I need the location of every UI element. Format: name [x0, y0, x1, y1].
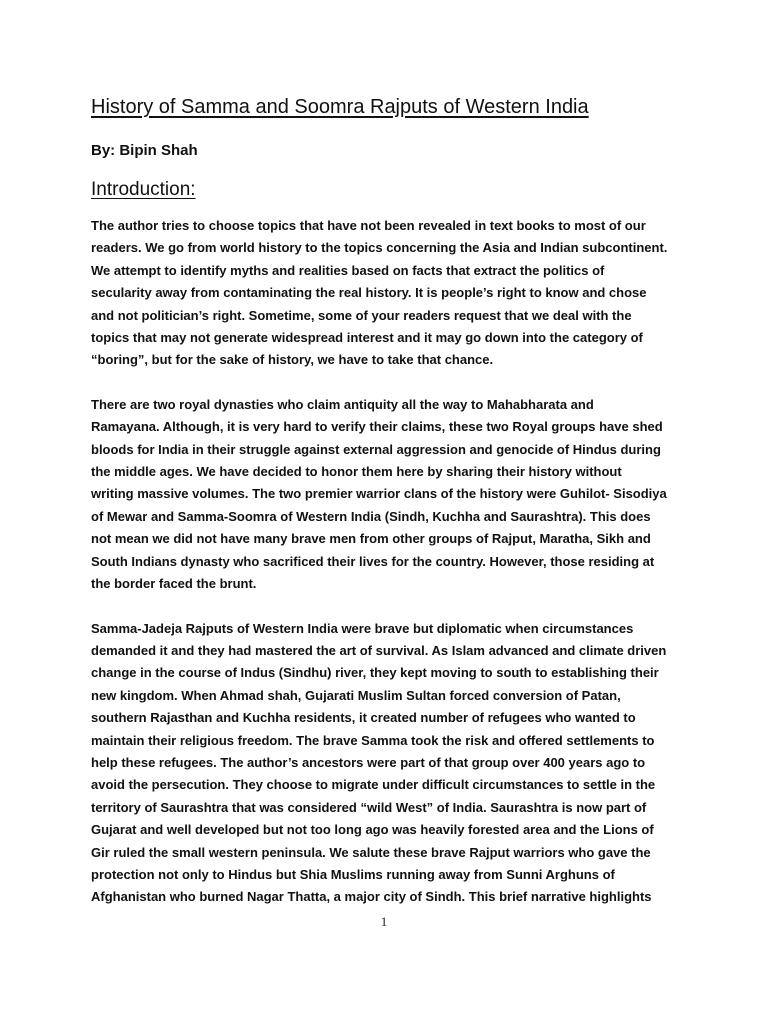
paragraph-2 [91, 394, 711, 596]
text-line: territory of Saurashtra that was considered “wild West” of India. Saurashtra is now part of [91, 799, 647, 815]
text-line: protection not only to Hindus but Shia Muslims running away from Sunni Arghuns of [91, 866, 615, 882]
text-line: the middle ages. We have decided to honor them here by sharing their history without [91, 464, 622, 480]
text-line: help these refugees. The author’s ancestors were part of that group over 400 years ago to [91, 754, 646, 770]
text-line: of Mewar and Samma-Soomra of Western India (Sindh, Kuchha and Saurashtra). This does [91, 508, 651, 524]
author-byline: By: Bipin Shah [91, 142, 198, 159]
text-line: bloods for India in their struggle against external aggression and genocide of Hindus during [91, 441, 661, 457]
text-line: secularity away from contaminating the real history. It is people’s right to know and chose [91, 285, 647, 301]
text-line: The author tries to choose topics that have not been revealed in text books to most of our [91, 218, 646, 233]
section-heading-introduction: Introduction: [91, 179, 196, 200]
text-line: “boring”, but for the sake of history, we have to take that chance. [91, 352, 494, 368]
text-line: writing massive volumes. The two premier warrior clans of the history were Guhilot- Sisodiya [91, 486, 667, 502]
paragraph-1 [91, 215, 711, 372]
page-number: 1 [380, 914, 388, 929]
paragraph-3 [91, 618, 711, 909]
text-line: maintain their religious freedom. The brave Samma took the risk and offered settlements to [91, 732, 655, 748]
text-line: South Indians dynasty who sacrificed their lives for the country. However, those residing at [91, 553, 655, 569]
text-line: Samma-Jadeja Rajputs of Western India were brave but diplomatic when circumstances [91, 620, 634, 636]
text-line: Ramayana. Although, it is very hard to verify their claims, these two Royal groups have shed [91, 419, 663, 435]
text-line: demanded it and they had mastered the art of survival. As Islam advanced and climate driven [91, 642, 667, 658]
text-line: change in the course of Indus (Sindhu) river, they kept moving to south to establishing their [91, 665, 659, 681]
text-line: readers. We go from world history to the topics concerning the Asia and Indian subcontinent. [91, 240, 668, 256]
text-line: new kingdom. When Ahmad shah, Gujarati Muslim Sultan forced conversion of Patan, [91, 687, 621, 703]
text-line: southern Rajasthan and Kuchha residents, it created number of refugees who wanted to [91, 710, 636, 726]
page-content [91, 93, 711, 909]
text-line: and not politician’s right. Sometime, some of your readers request that we deal with the [91, 307, 632, 323]
text-line: There are two royal dynasties who claim antiquity all the way to Mahabharata and [91, 396, 594, 412]
text-line: Afghanistan who burned Nagar Thatta, a major city of Sindh. This brief narrative highlights [91, 889, 652, 905]
text-line: avoid the persecution. They choose to migrate under difficult circumstances to settle in the [91, 777, 656, 793]
text-line: topics that may not generate widespread interest and it may go down into the category of [91, 330, 643, 346]
text-line: Gir ruled the small western peninsula. We salute these brave Rajput warriors who gave the [91, 844, 651, 860]
text-line: Gujarat and well developed but not too long ago was heavily forested area and the Lions of [91, 822, 654, 838]
text-line: We attempt to identify myths and realities based on facts that extract the politics of [91, 262, 605, 278]
text-line: not mean we did not have many brave men from other groups of Rajput, Maratha, Sikh and [91, 531, 651, 547]
text-line: the border faced the brunt. [91, 576, 257, 592]
document-title: History of Samma and Soomra Rajputs of Western India [91, 96, 589, 118]
